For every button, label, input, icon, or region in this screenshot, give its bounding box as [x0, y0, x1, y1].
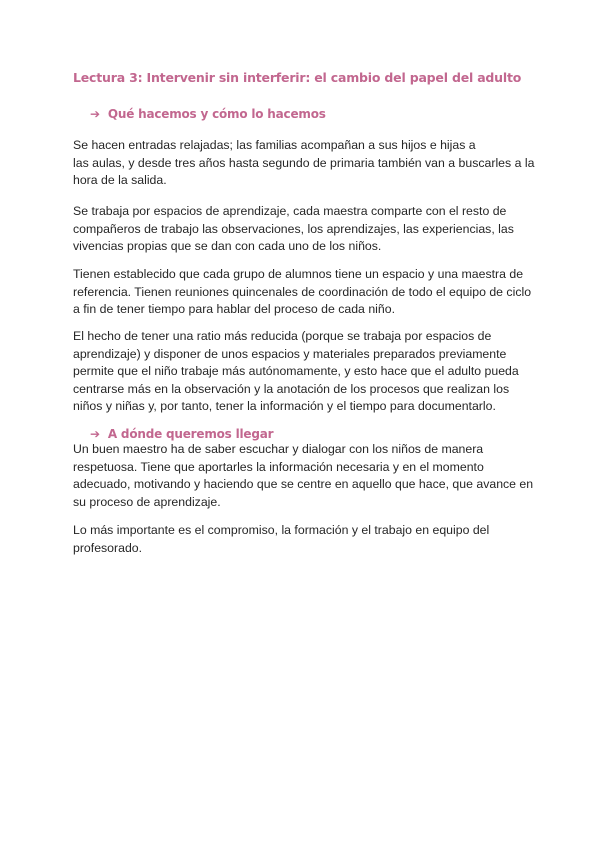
paragraph: [73, 441, 543, 511]
section-heading-label: A dónde queremos llegar: [107, 427, 274, 441]
text-line: El hecho de tener una ratio más reducida (porque se trabaja por espacios de: [73, 329, 492, 343]
text-line: Se hacen entradas relajadas; las familias acompañan a sus hijos e hijas a: [73, 138, 476, 152]
text-line: referencia. Tienen reuniones quincenales de coordinación de todo el equipo de ciclo: [73, 284, 532, 299]
text-line: compañeros de trabajo las observaciones, los aprendizajes, las experiencias, las: [73, 221, 514, 236]
text-line: su proceso de aprendizaje.: [73, 494, 221, 509]
section-heading-a-donde: [90, 427, 273, 441]
text-line: Se trabaja por espacios de aprendizaje, cada maestra comparte con el resto de: [73, 204, 507, 218]
section-heading-que-hacemos: [90, 107, 326, 121]
text-line: respetuosa. Tiene que aportarles la información necesaria y en el momento: [73, 459, 484, 474]
arrow-right-icon: ➔: [90, 427, 100, 441]
text-line: profesorado.: [73, 540, 143, 555]
document-title: Lectura 3: Intervenir sin interferir: el cambio del papel del adulto: [73, 70, 522, 85]
text-line: Un buen maestro ha de saber escuchar y dialogar con los niños de manera: [73, 442, 484, 456]
paragraph: [73, 522, 543, 557]
text-line: adecuado, motivando y haciendo que se centre en aquello que hace, que avance en: [73, 477, 534, 491]
text-line: Lo más importante es el compromiso, la formación y el trabajo en equipo del: [73, 523, 490, 537]
section-heading-label: Qué hacemos y cómo lo hacemos: [107, 107, 326, 121]
text-line: centrarse más en la observación y la anotación de los procesos que realizan los: [73, 381, 510, 396]
arrow-right-icon: ➔: [90, 107, 100, 121]
paragraph: [73, 203, 543, 256]
text-line: Tienen establecido que cada grupo de alumnos tiene un espacio y una maestra de: [73, 267, 524, 281]
text-line: aprendizaje) y disponer de unos espacios y materiales preparados previamente: [73, 346, 507, 361]
text-line: niños y niñas y, por tanto, tener la información y el tiempo para documentarlo.: [73, 399, 496, 413]
text-line: a fin de tener tiempo para hablar del proceso de cada niño.: [73, 302, 395, 316]
paragraph: [73, 266, 543, 319]
text-line: las aulas, y desde tres años hasta segundo de primaria también van a buscarles a la: [73, 155, 535, 170]
text-line: hora de la salida.: [73, 173, 167, 187]
paragraph: [73, 328, 543, 416]
text-line: permite que el niño trabaje más autónomamente, y esto hace que el adulto pueda: [73, 364, 519, 378]
text-line: vivencias propias que se dan con cada uno de los niños.: [73, 239, 382, 253]
paragraph: [73, 137, 543, 190]
